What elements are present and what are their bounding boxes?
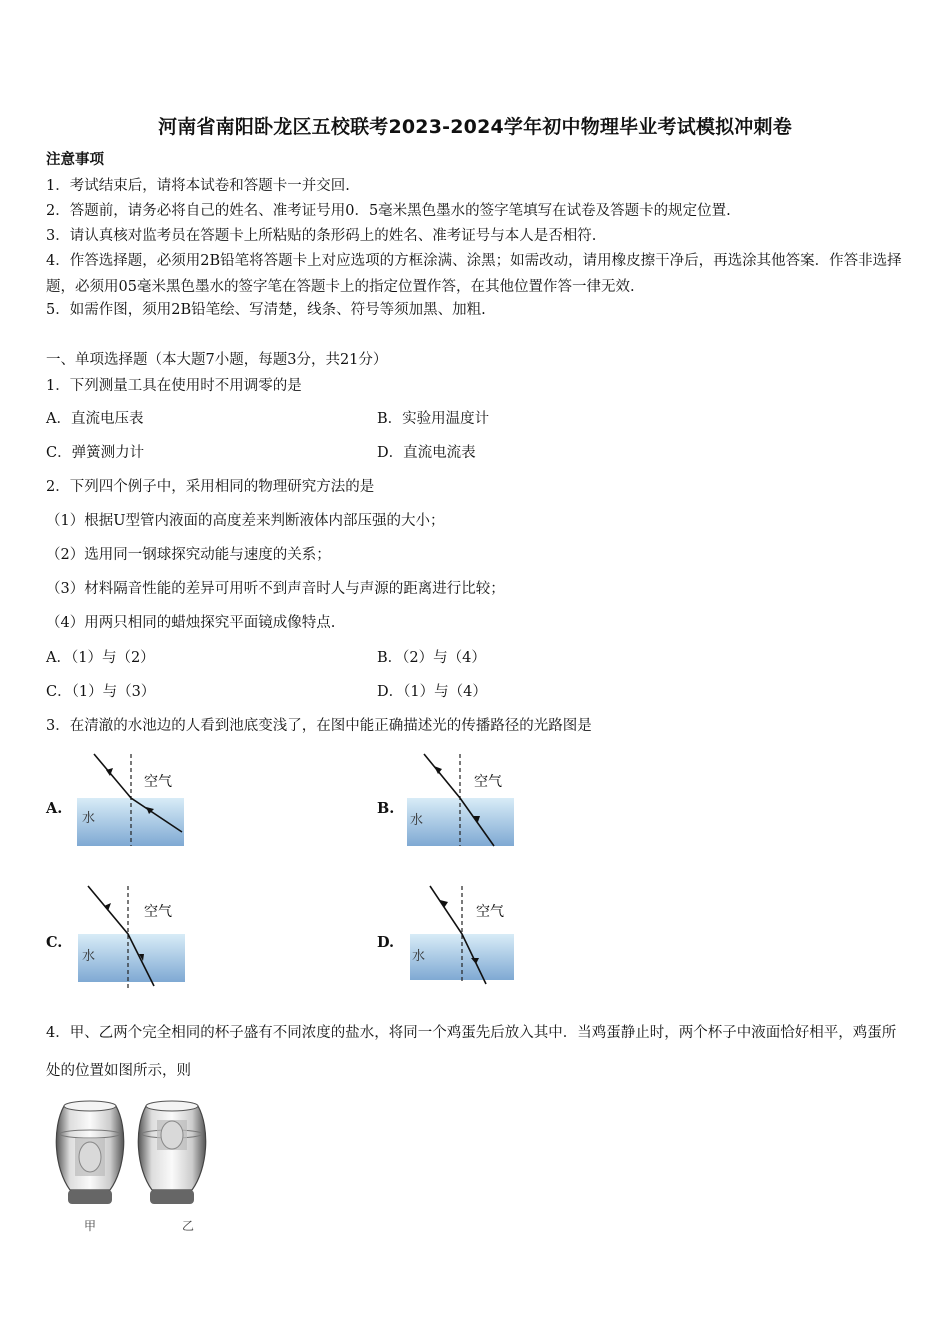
- q3-option-c-label[interactable]: C.: [46, 934, 63, 951]
- water-label: 水: [82, 811, 96, 826]
- cup-label-yi: 乙: [182, 1219, 195, 1233]
- water-label: 水: [82, 949, 96, 964]
- cup-yi: [138, 1101, 205, 1204]
- water-label: 水: [412, 949, 426, 964]
- q3-diagram-d[interactable]: [408, 884, 518, 988]
- notice-item: 5．如需作图，须用2B铅笔绘、写清楚，线条、符号等须加黑、加粗.: [46, 302, 486, 318]
- air-label: 空气: [474, 774, 502, 790]
- air-label: 空气: [476, 904, 504, 920]
- question-1-stem: 1．下列测量工具在使用时不用调零的是: [46, 378, 302, 394]
- cup-jia: [56, 1101, 123, 1204]
- q1-option-d[interactable]: D．直流电流表: [377, 445, 476, 461]
- q3-diagram-b[interactable]: [406, 752, 516, 848]
- page-title: 河南省南阳卧龙区五校联考2023-2024学年初中物理毕业考试模拟冲刺卷: [158, 116, 792, 138]
- q1-option-a[interactable]: A．直流电压表: [46, 411, 144, 427]
- notice-heading: 注意事项: [46, 151, 104, 168]
- q4-cups-figure: [50, 1098, 210, 1222]
- section-heading: 一、单项选择题（本大题7小题，每题3分，共21分）: [46, 352, 388, 368]
- question-4-stem: 4．甲、乙两个完全相同的杯子盛有不同浓度的盐水，将同一个鸡蛋先后放入其中．当鸡蛋静止时，两个杯子中液面恰好相平，鸡蛋所处的位置如图所示，则: [46, 1025, 897, 1079]
- notice-item: 2．答题前，请务必将自己的姓名、准考证号用0．5毫米黑色墨水的签字笔填写在试卷及答题卡的规定位置.: [46, 203, 731, 219]
- egg: [161, 1121, 183, 1149]
- arrow-icon: [104, 903, 111, 911]
- question-2-stem: 2．下列四个例子中，采用相同的物理研究方法的是: [46, 479, 375, 495]
- q3-option-a-label[interactable]: A.: [46, 800, 63, 817]
- notice-item: 1．考试结束后，请将本试卷和答题卡一并交回.: [46, 178, 350, 194]
- cup-label-jia: 甲: [84, 1219, 97, 1233]
- q2-option-a[interactable]: A．（1）与（2）: [46, 650, 155, 666]
- q3-option-b-label[interactable]: B.: [377, 800, 395, 817]
- q2-option-c[interactable]: C．（1）与（3）: [46, 684, 156, 700]
- q2-item: （4）用两只相同的蜡烛探究平面镜成像特点.: [46, 615, 336, 631]
- q3-diagram-a[interactable]: [76, 752, 186, 848]
- arrow-icon: [434, 766, 442, 774]
- water-label: 水: [410, 813, 424, 828]
- q1-option-b[interactable]: B．实验用温度计: [377, 411, 490, 427]
- air-label: 空气: [144, 774, 172, 790]
- q3-option-d-label[interactable]: D.: [377, 934, 395, 951]
- egg: [79, 1142, 101, 1172]
- q2-item: （2）选用同一钢球探究动能与速度的关系；: [46, 547, 331, 563]
- q2-item: （1）根据U型管内液面的高度差来判断液体内部压强的大小；: [46, 513, 445, 529]
- q2-option-d[interactable]: D．（1）与（4）: [377, 684, 487, 700]
- q2-option-b[interactable]: B．（2）与（4）: [377, 650, 486, 666]
- question-3-stem: 3．在清澈的水池边的人看到池底变浅了，在图中能正确描述光的传播路径的光路图是: [46, 718, 592, 734]
- q3-diagram-c[interactable]: [76, 884, 188, 988]
- notice-item: 4．作答选择题，必须用2B铅笔将答题卡上对应选项的方框涂满、涂黑；如需改动，请用橡皮擦干净后，再选涂其他答案．作答非选择题，必须用05毫米黑色墨水的签字笔在答题卡上的指定位置作答，在其他位置作答一律无效.: [46, 253, 902, 295]
- q2-item: （3）材料隔音性能的差异可用听不到声音时人与声源的距离进行比较；: [46, 581, 505, 597]
- q1-option-c[interactable]: C．弹簧测力计: [46, 445, 145, 461]
- air-label: 空气: [144, 904, 172, 920]
- notice-item: 3．请认真核对监考员在答题卡上所粘贴的条形码上的姓名、准考证号与本人是否相符.: [46, 228, 597, 244]
